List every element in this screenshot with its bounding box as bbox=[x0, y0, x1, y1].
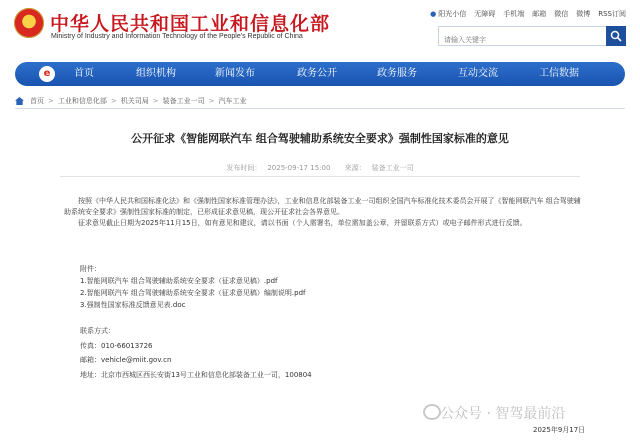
nav-item-data[interactable]: 工信数据 bbox=[539, 68, 579, 79]
article-title: 公开征求《智能网联汽车 组合驾驶辅助系统安全要求》强制性国家标准的意见 bbox=[131, 132, 509, 145]
breadcrumb-separator: > bbox=[110, 97, 117, 105]
nav-logo-icon: e bbox=[39, 66, 55, 82]
top-link-weibo[interactable]: 微博 bbox=[576, 10, 591, 18]
search-button[interactable] bbox=[606, 26, 626, 46]
search-box bbox=[438, 26, 608, 46]
article-meta bbox=[0, 163, 640, 173]
breadcrumb bbox=[15, 96, 247, 106]
sunshine-icon: ● bbox=[430, 10, 437, 18]
top-links bbox=[430, 9, 626, 19]
paragraph-deadline: 征求意见截止日期为2025年11月15日，如有意见和建议，请以书面（个人需署名，单位需加盖公章，并留联系方式）或电子邮件形式进行反馈。 bbox=[78, 219, 527, 227]
nav-item-organization[interactable]: 组织机构 bbox=[136, 68, 176, 79]
top-link-rss[interactable]: RSS订阅 bbox=[598, 10, 626, 18]
breadcrumb-separator: > bbox=[48, 97, 54, 105]
attachment-link-3[interactable]: 3.强制性国家标准反馈意见表.doc bbox=[80, 301, 186, 309]
contact-label: 联系方式： bbox=[80, 327, 115, 335]
breadcrumb-equipment-dept[interactable]: 装备工业一司 bbox=[162, 97, 205, 105]
attachment-link-2[interactable]: 2.智能网联汽车 组合驾驶辅助系统安全要求（征求意见稿）编制说明.pdf bbox=[80, 289, 306, 297]
site-subtitle: Ministry of Industry and Information Technology of the People's Republic of China bbox=[51, 33, 303, 40]
divider bbox=[15, 108, 625, 109]
contact-email: 邮箱：vehicle@miit.gov.cn bbox=[80, 356, 172, 364]
top-link-accessibility[interactable]: 无障碍 bbox=[474, 10, 496, 18]
watermark-date: 2025年9月17日 bbox=[533, 426, 586, 434]
top-link-mobile[interactable]: 手机端 bbox=[503, 10, 525, 18]
nav-item-news[interactable]: 新闻发布 bbox=[215, 68, 255, 79]
paragraph-intro: 按照《中华人民共和国标准化法》和《强制性国家标准管理办法》，工业和信息化部装备工业一司组织全国汽车标准化技术委员会开展了《智能网联汽车 组合驾驶辅助系统安全要求》强制性国家标准的制定，已形成征求意见稿，现公开征求社会各界意见。 bbox=[64, 197, 581, 216]
divider bbox=[60, 176, 580, 177]
contact-fax: 传真：010-66013726 bbox=[80, 342, 153, 350]
home-icon bbox=[15, 97, 24, 105]
breadcrumb-departments[interactable]: 机关司局 bbox=[120, 97, 149, 105]
nav-item-government-services[interactable]: 政务服务 bbox=[377, 68, 417, 79]
top-link-wechat[interactable]: 微信 bbox=[554, 10, 569, 18]
breadcrumb-ministry[interactable]: 工业和信息化部 bbox=[57, 97, 107, 105]
wechat-official-icon bbox=[423, 404, 441, 420]
nav-item-government-affairs[interactable]: 政务公开 bbox=[297, 68, 337, 79]
top-link-mail[interactable]: 邮箱 bbox=[532, 10, 547, 18]
article-source: 来源： 装备工业一司 bbox=[344, 164, 414, 172]
contact-address: 地址：北京市西城区西长安街13号工业和信息化部装备工业一司，100804 bbox=[80, 371, 312, 379]
article-body bbox=[64, 196, 584, 229]
breadcrumb-separator: > bbox=[208, 97, 215, 105]
site-header bbox=[0, 0, 640, 58]
main-nav bbox=[15, 62, 625, 86]
watermark-text: 公众号 · 智驾最前沿 bbox=[440, 406, 566, 422]
search-icon bbox=[610, 30, 622, 42]
breadcrumb-auto-industry[interactable]: 汽车工业 bbox=[218, 97, 247, 105]
nav-item-interaction[interactable]: 互动交流 bbox=[458, 68, 498, 79]
publish-date: 发布时间： 2025-09-17 15:00 bbox=[226, 164, 331, 172]
breadcrumb-separator: > bbox=[152, 97, 159, 105]
search-input[interactable] bbox=[439, 32, 607, 48]
top-link-sunshine[interactable]: ● 阳光小信 bbox=[430, 10, 467, 18]
attachments-label: 附件： bbox=[80, 265, 101, 273]
breadcrumb-home[interactable]: 首页 bbox=[30, 97, 44, 105]
national-emblem-icon: ★ bbox=[14, 8, 44, 38]
site-title[interactable]: 中华人民共和国工业和信息化部 bbox=[50, 13, 331, 35]
nav-item-home[interactable]: 首页 bbox=[74, 68, 94, 79]
attachment-link-1[interactable]: 1.智能网联汽车 组合驾驶辅助系统安全要求（征求意见稿）.pdf bbox=[80, 277, 278, 285]
